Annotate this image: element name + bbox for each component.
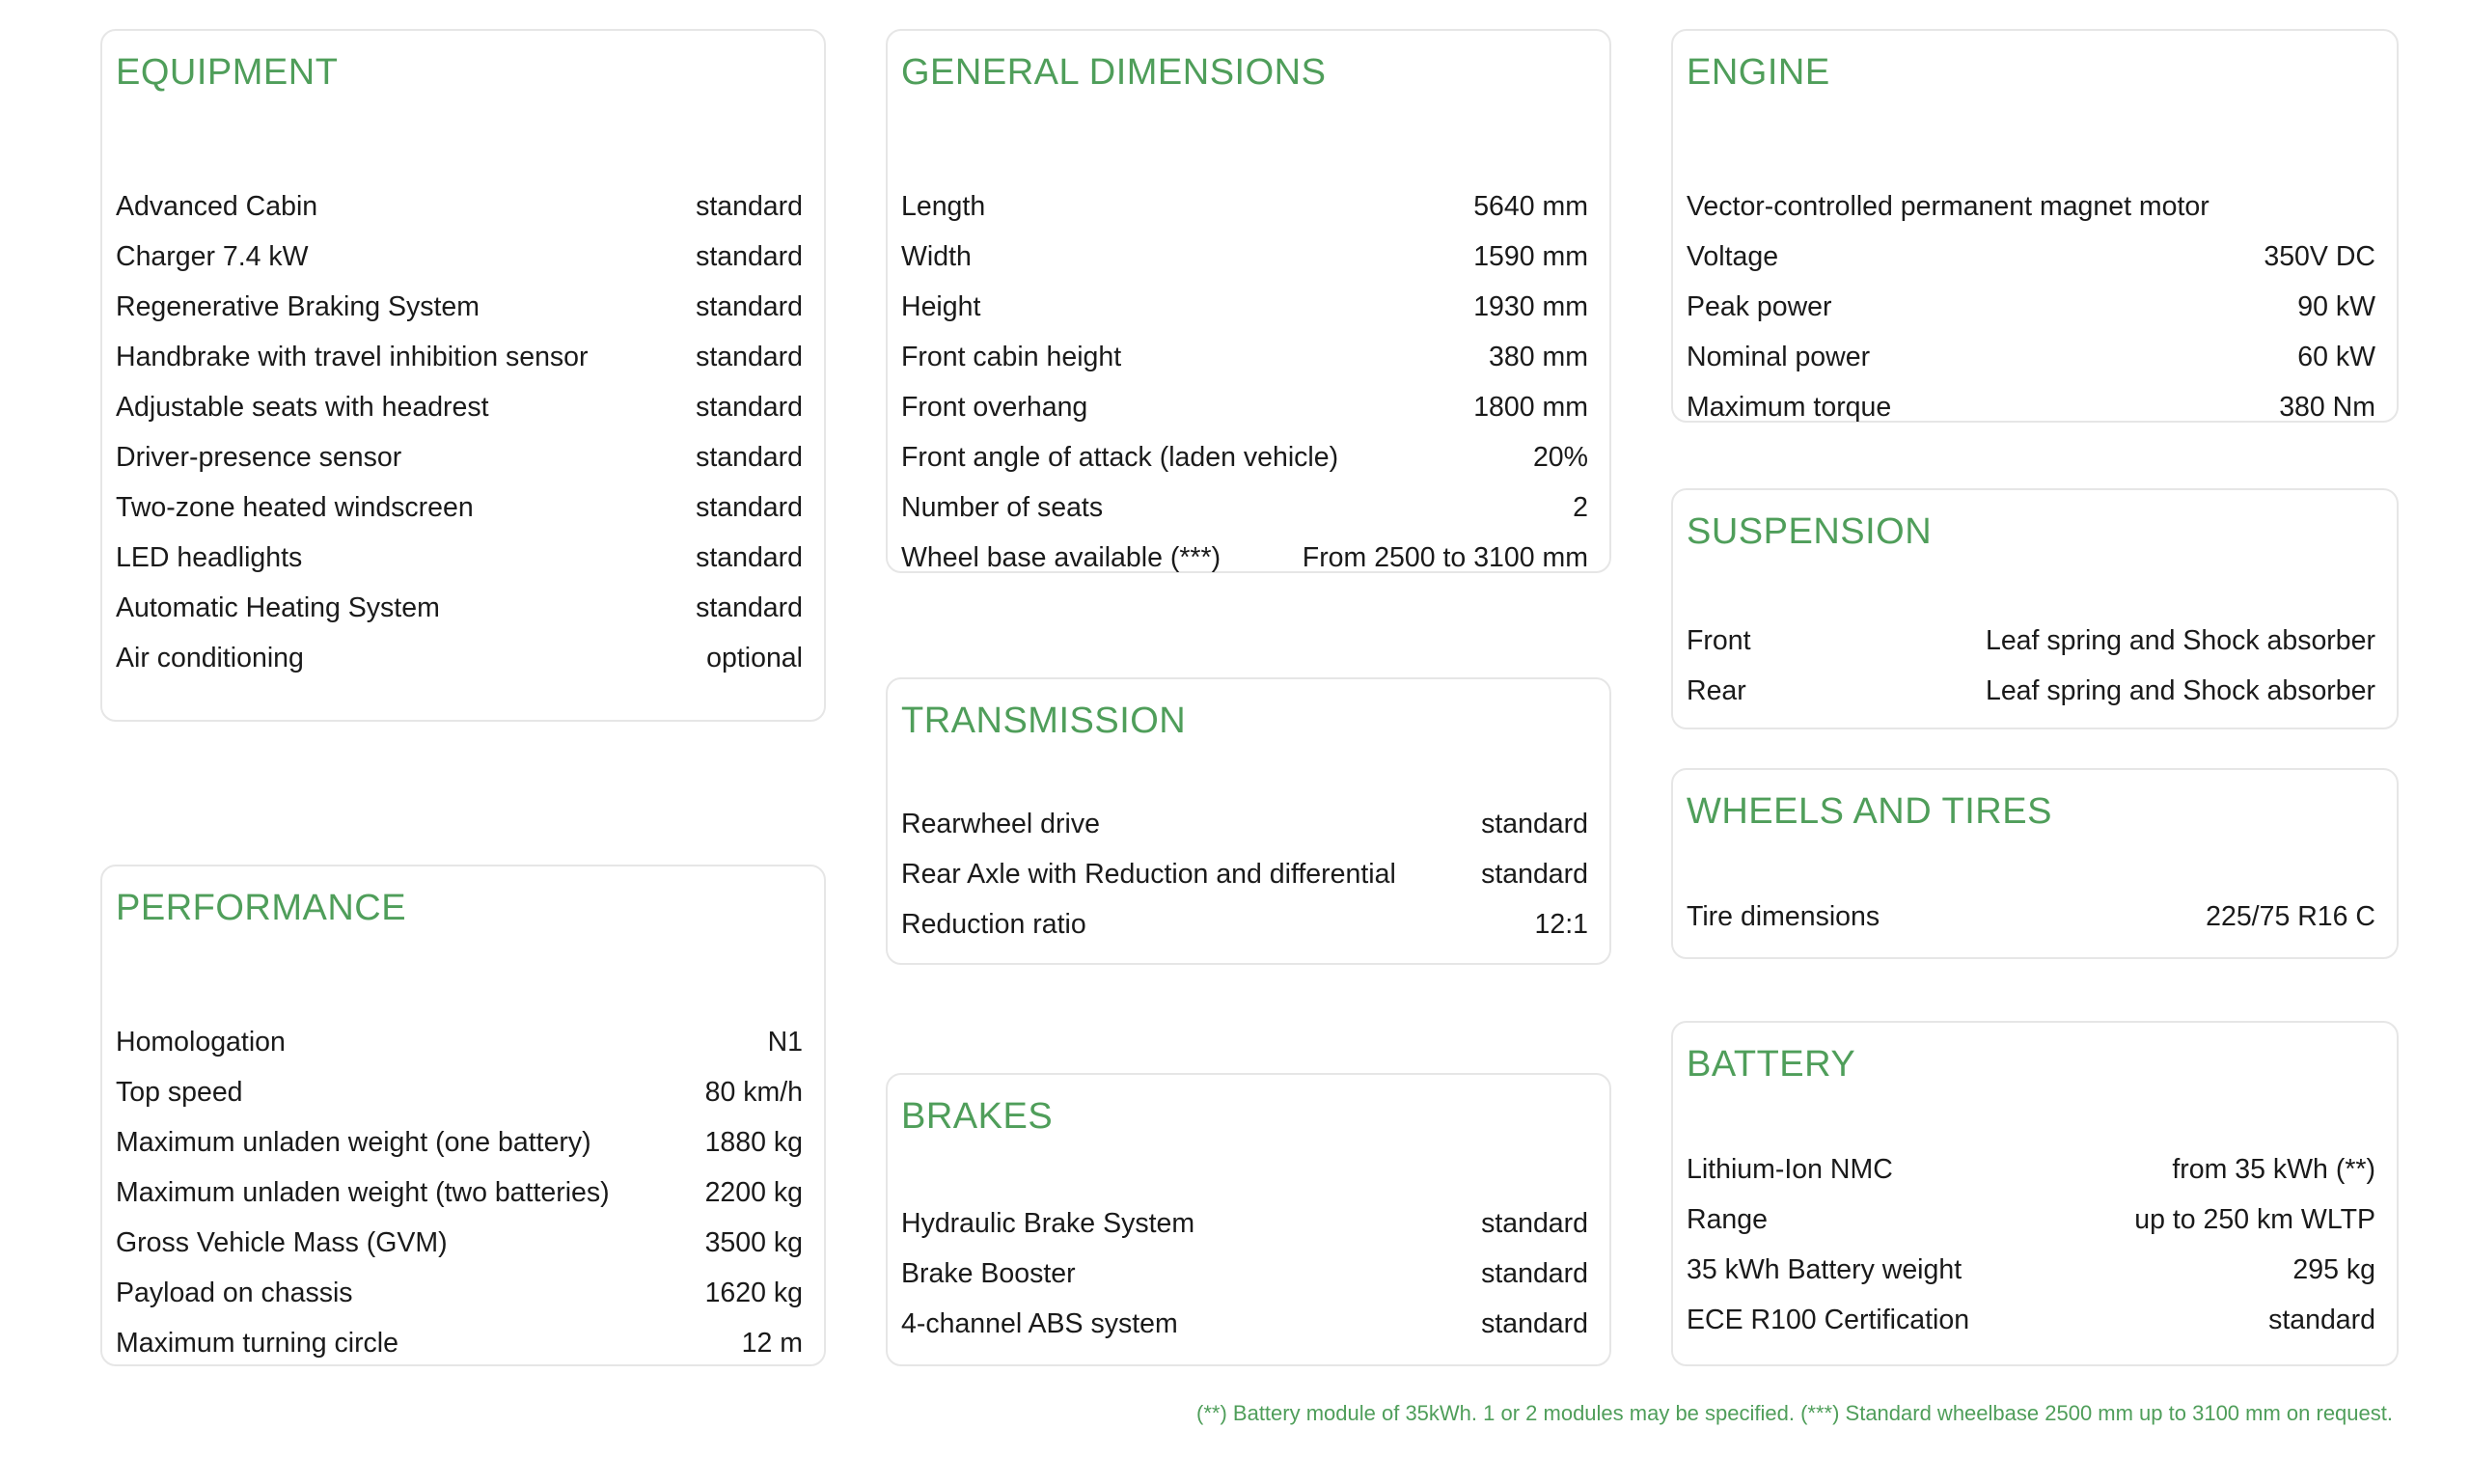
spec-row — [1687, 1195, 2375, 1245]
spec-value: 2 — [1573, 491, 1588, 523]
spec-row — [901, 432, 1588, 482]
spec-row — [901, 482, 1588, 533]
spec-row — [116, 181, 803, 232]
spec-label: Tire dimensions — [1687, 900, 1880, 932]
spec-label: Maximum unladen weight (two batteries) — [116, 1176, 610, 1208]
spec-value: standard — [696, 491, 803, 523]
spec-label: Rear — [1687, 674, 1746, 706]
spec-value: standard — [1481, 1257, 1588, 1289]
spec-label: Length — [901, 190, 986, 222]
spec-label: Nominal power — [1687, 341, 1871, 372]
suspension-card — [1671, 488, 2399, 729]
spec-row — [116, 1017, 803, 1067]
spec-value: standard — [696, 441, 803, 473]
spec-value: 380 Nm — [2279, 391, 2375, 423]
transmission-title: TRANSMISSION — [901, 701, 1187, 741]
transmission-card — [886, 677, 1611, 965]
spec-value: 1880 kg — [704, 1126, 803, 1158]
spec-value: standard — [2268, 1304, 2375, 1335]
spec-row — [116, 1268, 803, 1318]
wheels-title: WHEELS AND TIRES — [1687, 791, 2052, 832]
spec-value: 90 kW — [2297, 290, 2375, 322]
spec-label: Maximum turning circle — [116, 1327, 398, 1359]
spec-row — [116, 332, 803, 382]
spec-label: Advanced Cabin — [116, 190, 318, 222]
dimensions-card — [886, 29, 1611, 573]
spec-value: 225/75 R16 C — [2206, 900, 2375, 932]
spec-label: Gross Vehicle Mass (GVM) — [116, 1226, 448, 1258]
spec-value: standard — [696, 541, 803, 573]
suspension-rows — [1687, 616, 2375, 716]
spec-label: Front — [1687, 624, 1751, 656]
spec-label: Rearwheel drive — [901, 808, 1100, 839]
transmission-rows — [901, 799, 1588, 949]
spec-label: Driver-presence sensor — [116, 441, 402, 473]
spec-value: up to 250 km WLTP — [2134, 1203, 2375, 1235]
battery-title: BATTERY — [1687, 1044, 1856, 1085]
spec-value: 350V DC — [2264, 240, 2375, 272]
spec-label: Voltage — [1687, 240, 1779, 272]
spec-value: 12 m — [741, 1327, 803, 1359]
spec-row — [1687, 382, 2375, 432]
brakes-card — [886, 1073, 1611, 1366]
spec-value: standard — [696, 591, 803, 623]
spec-label: ECE R100 Certification — [1687, 1304, 1970, 1335]
spec-value: 2200 kg — [704, 1176, 803, 1208]
spec-value: 60 kW — [2297, 341, 2375, 372]
spec-row — [116, 1168, 803, 1218]
spec-label: 4-channel ABS system — [901, 1307, 1178, 1339]
engine-title: ENGINE — [1687, 52, 1830, 93]
spec-label: Maximum unladen weight (one battery) — [116, 1126, 591, 1158]
spec-label: Height — [901, 290, 981, 322]
spec-label: Front cabin height — [901, 341, 1122, 372]
spec-row — [116, 1218, 803, 1268]
spec-value: 1620 kg — [704, 1277, 803, 1308]
spec-row — [116, 633, 803, 683]
dimensions-title: GENERAL DIMENSIONS — [901, 52, 1327, 93]
spec-row — [1687, 181, 2375, 232]
spec-value: 5640 mm — [1473, 190, 1588, 222]
dimensions-rows — [901, 181, 1588, 583]
spec-row — [901, 1198, 1588, 1249]
spec-value: 380 mm — [1489, 341, 1588, 372]
suspension-title: SUSPENSION — [1687, 511, 1933, 552]
spec-label: Adjustable seats with headrest — [116, 391, 489, 423]
brakes-rows — [901, 1198, 1588, 1349]
spec-label: Brake Booster — [901, 1257, 1076, 1289]
spec-value: 12:1 — [1534, 908, 1588, 940]
spec-row — [116, 1318, 803, 1368]
wheels-card — [1671, 768, 2399, 959]
spec-row — [1687, 232, 2375, 282]
spec-label: Peak power — [1687, 290, 1832, 322]
engine-card — [1671, 29, 2399, 423]
footnote: (**) Battery module of 35kWh. 1 or 2 modules may be specified. (***) Standard wheelbase 2500 mm up to 3100 mm on request. — [1196, 1401, 2393, 1425]
spec-label: Top speed — [116, 1076, 243, 1108]
battery-card — [1671, 1021, 2399, 1366]
wheels-rows — [1687, 892, 2375, 942]
spec-row — [901, 382, 1588, 432]
spec-row — [901, 181, 1588, 232]
spec-value: standard — [1481, 1207, 1588, 1239]
equipment-card — [100, 29, 826, 722]
spec-label: Front overhang — [901, 391, 1088, 423]
performance-card — [100, 865, 826, 1366]
spec-value: standard — [696, 391, 803, 423]
spec-label: 35 kWh Battery weight — [1687, 1253, 1962, 1285]
spec-value: N1 — [767, 1026, 803, 1058]
spec-row — [116, 482, 803, 533]
spec-value: 3500 kg — [704, 1226, 803, 1258]
spec-value: standard — [696, 240, 803, 272]
spec-row — [901, 1249, 1588, 1299]
spec-value: from 35 kWh (**) — [2172, 1153, 2375, 1185]
spec-value: standard — [1481, 858, 1588, 890]
spec-row — [901, 232, 1588, 282]
spec-label: Charger 7.4 kW — [116, 240, 309, 272]
spec-value: optional — [706, 642, 803, 673]
spec-label: Automatic Heating System — [116, 591, 440, 623]
spec-value: From 2500 to 3100 mm — [1302, 541, 1588, 573]
spec-label: Front angle of attack (laden vehicle) — [901, 441, 1339, 473]
spec-row — [116, 282, 803, 332]
spec-row — [901, 282, 1588, 332]
spec-label: Hydraulic Brake System — [901, 1207, 1195, 1239]
equipment-rows — [116, 181, 803, 683]
equipment-title: EQUIPMENT — [116, 52, 339, 93]
spec-value: Leaf spring and Shock absorber — [1985, 674, 2375, 706]
spec-row — [1687, 892, 2375, 942]
spec-row — [901, 332, 1588, 382]
performance-title: PERFORMANCE — [116, 888, 407, 928]
spec-row — [116, 583, 803, 633]
spec-label: Number of seats — [901, 491, 1104, 523]
spec-row — [116, 432, 803, 482]
spec-label: Homologation — [116, 1026, 286, 1058]
spec-label: Regenerative Braking System — [116, 290, 480, 322]
spec-row — [901, 1299, 1588, 1349]
engine-rows — [1687, 181, 2375, 432]
spec-row — [1687, 1144, 2375, 1195]
spec-row — [1687, 1245, 2375, 1295]
spec-row — [1687, 666, 2375, 716]
spec-label: Two-zone heated windscreen — [116, 491, 474, 523]
spec-label: LED headlights — [116, 541, 303, 573]
spec-label: Handbrake with travel inhibition sensor — [116, 341, 589, 372]
battery-rows — [1687, 1144, 2375, 1345]
spec-label: Width — [901, 240, 972, 272]
spec-row — [116, 1117, 803, 1168]
spec-row — [901, 799, 1588, 849]
spec-value: 80 km/h — [704, 1076, 803, 1108]
spec-row — [1687, 616, 2375, 666]
spec-row — [116, 533, 803, 583]
spec-label: Wheel base available (***) — [901, 541, 1221, 573]
spec-row — [116, 382, 803, 432]
spec-value: Leaf spring and Shock absorber — [1985, 624, 2375, 656]
spec-label: Payload on chassis — [116, 1277, 353, 1308]
spec-label: Reduction ratio — [901, 908, 1086, 940]
spec-value: standard — [696, 341, 803, 372]
spec-value: standard — [696, 290, 803, 322]
spec-value: standard — [1481, 1307, 1588, 1339]
spec-label: Lithium-Ion NMC — [1687, 1153, 1893, 1185]
spec-label: Vector-controlled permanent magnet motor — [1687, 190, 2209, 222]
brakes-title: BRAKES — [901, 1096, 1054, 1137]
spec-value: 1590 mm — [1473, 240, 1588, 272]
spec-row — [901, 899, 1588, 949]
performance-rows — [116, 1017, 803, 1368]
spec-row — [901, 533, 1588, 583]
spec-label: Rear Axle with Reduction and differential — [901, 858, 1396, 890]
spec-row — [116, 1067, 803, 1117]
spec-value: standard — [1481, 808, 1588, 839]
spec-value: 1800 mm — [1473, 391, 1588, 423]
spec-value: 295 kg — [2292, 1253, 2375, 1285]
spec-row — [1687, 1295, 2375, 1345]
spec-row — [901, 849, 1588, 899]
spec-value: standard — [696, 190, 803, 222]
spec-label: Maximum torque — [1687, 391, 1892, 423]
spec-label: Air conditioning — [116, 642, 304, 673]
spec-label: Range — [1687, 1203, 1768, 1235]
spec-row — [116, 232, 803, 282]
spec-value: 20% — [1532, 441, 1588, 473]
spec-row — [1687, 332, 2375, 382]
spec-value: 1930 mm — [1473, 290, 1588, 322]
spec-row — [1687, 282, 2375, 332]
